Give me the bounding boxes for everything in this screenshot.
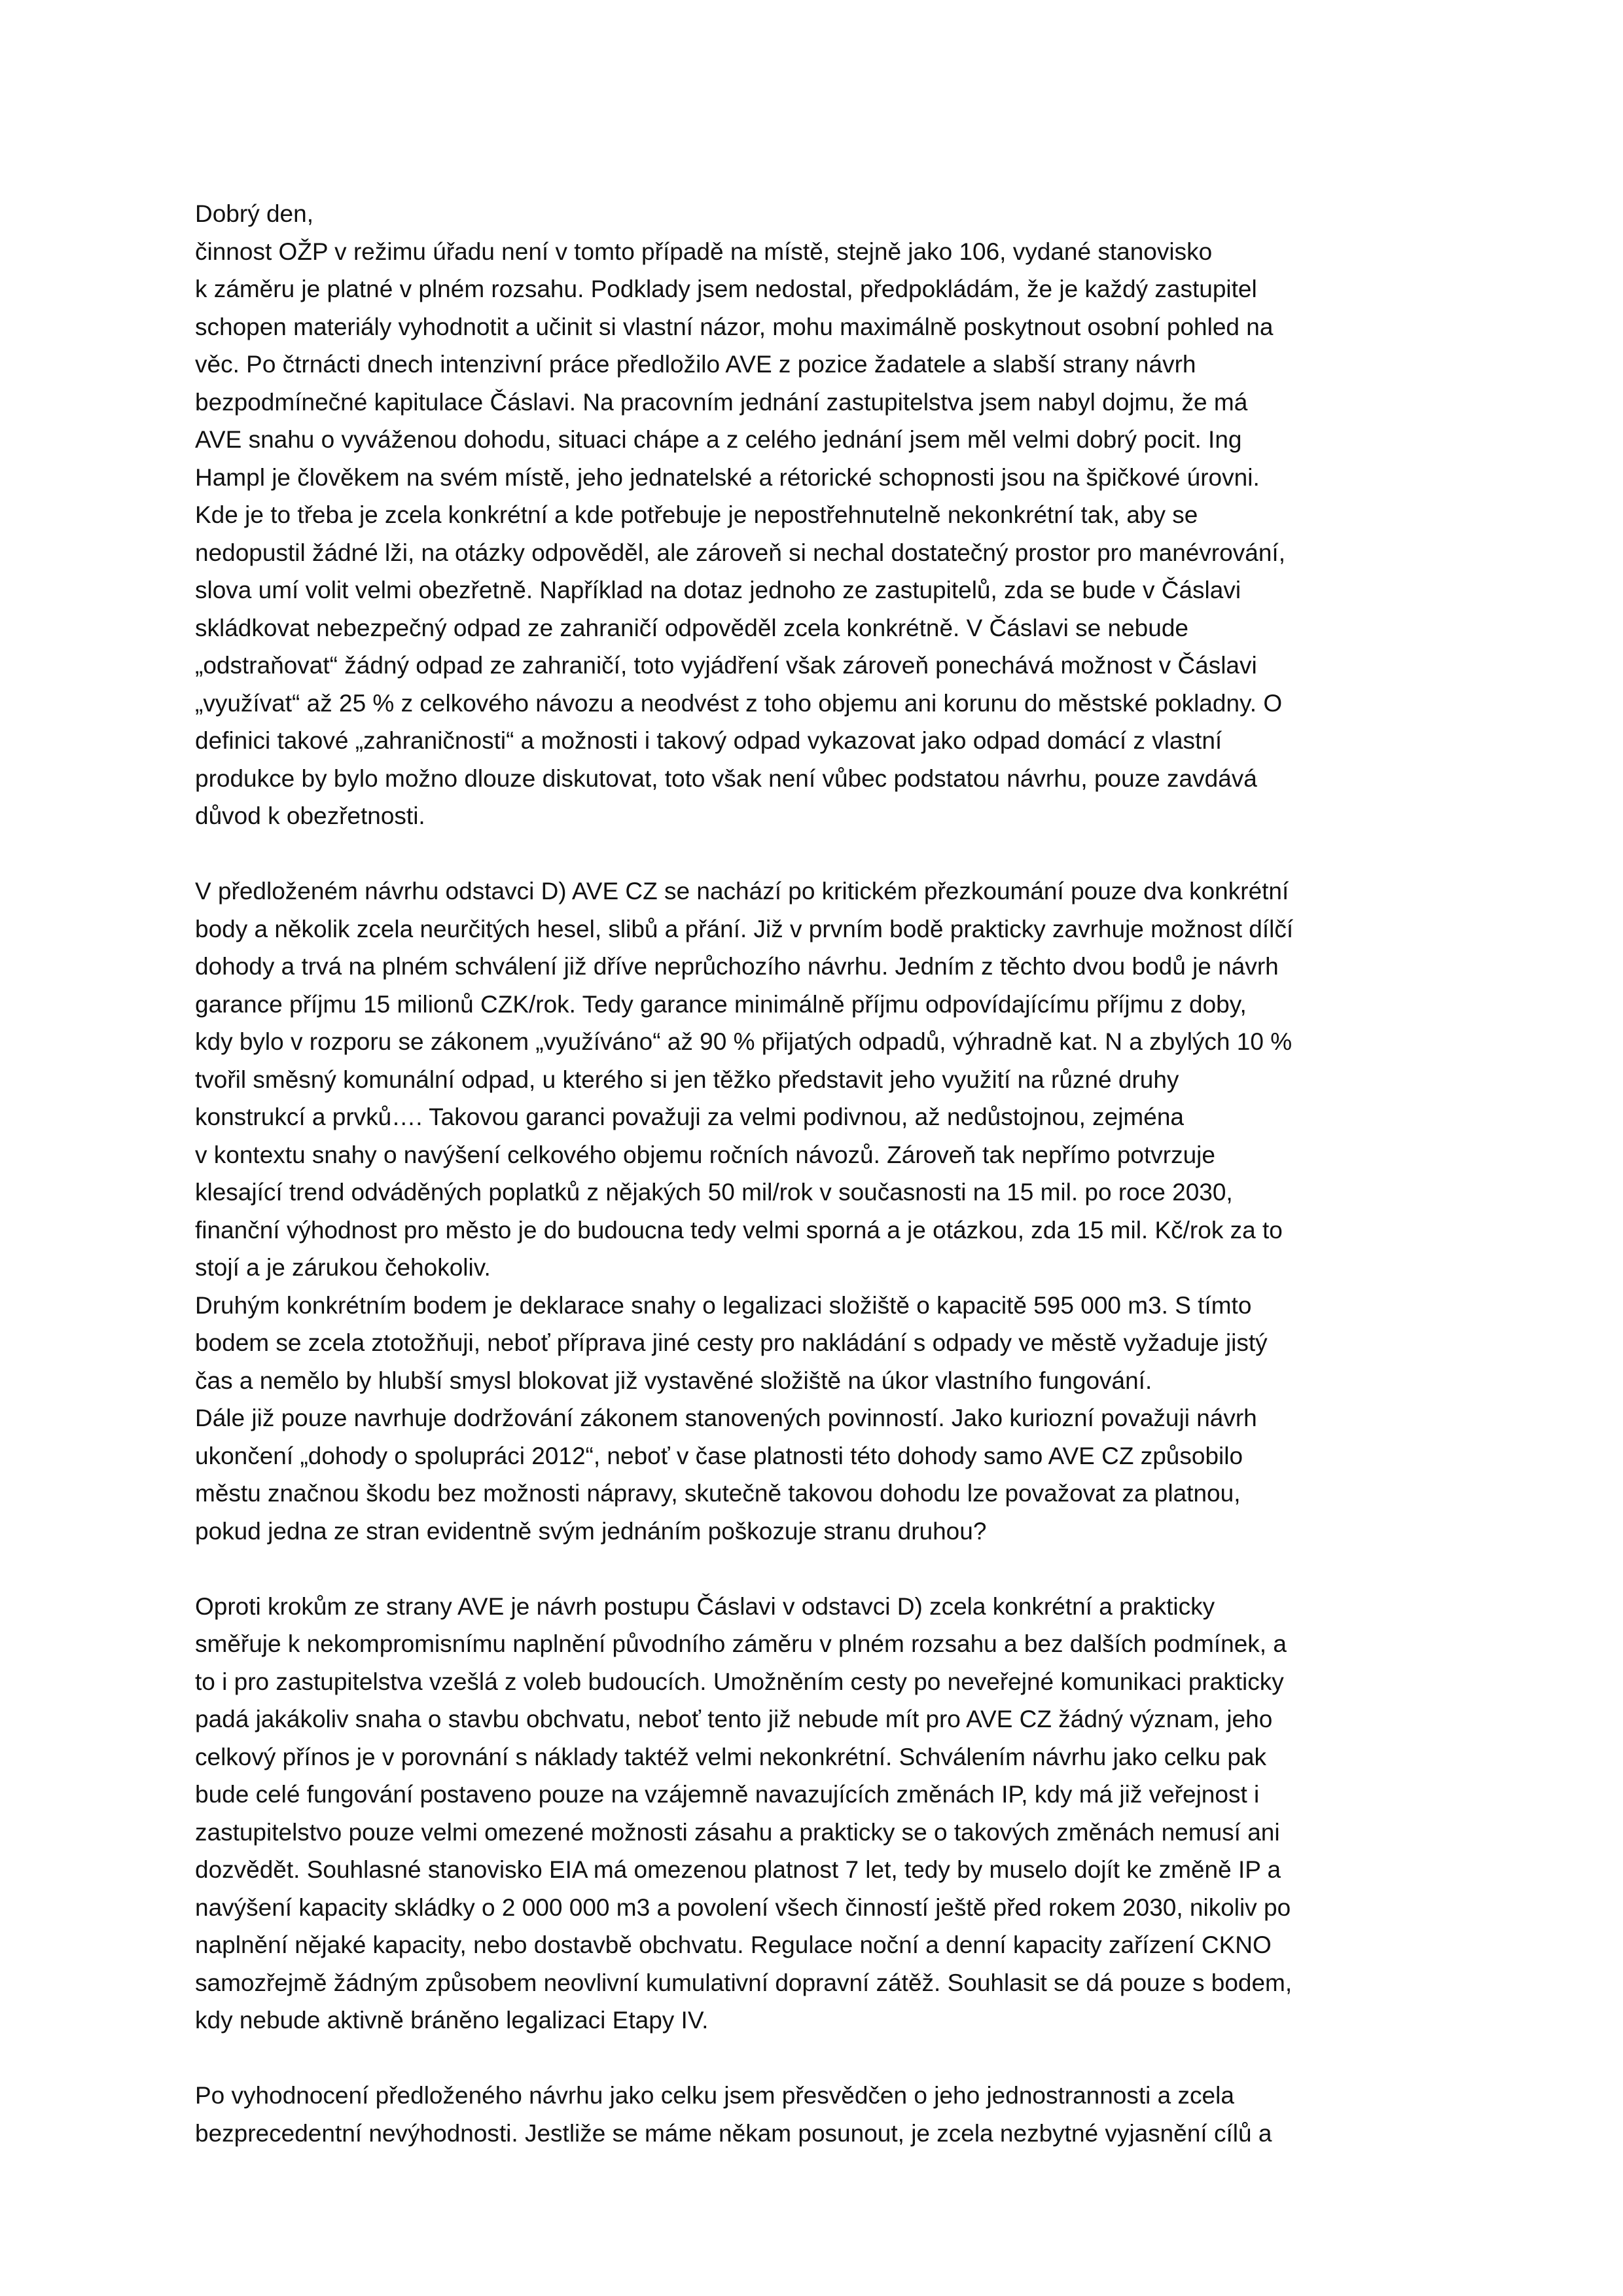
paragraph-conclusion: Po vyhodnocení předloženého návrhu jako celku jsem přesvědčen o jeho jednostrannosti a zcela bezprecedentní nevýhodnosti. Jestliže se máme někam posunout, je zcela nezbytné vyjasnění cílů a (195, 2082, 1272, 2147)
paragraph-greeting-intro: Dobrý den, činnost OŽP v režimu úřadu není v tomto případě na místě, stejně jako 106, vydané stanovisko k záměru je platné v plném rozsahu. Podklady jsem nedostal, předpokládám, že je každý zastupitel schopen materiály vyhodnotit a učinit si vlastní názor, mohu maximálně poskytnout osobní pohled na věc. Po čtrnácti dnech intenzivní práce předložilo AVE z pozice žadatele a slabší strany návrh bezpodmínečné kapitulace Čáslavi. Na pracovním jednání zastupitelstva jsem nabyl dojmu, že má AVE snahu o vyváženou dohodu, situaci chápe a z celého jednání jsem měl velmi dobrý pocit. Ing Hampl je člověkem na svém místě, jeho jednatelské a rétorické schopnosti jsou na špičkové úrovni. Kde je to třeba je zcela konkrétní a kde potřebuje je nepostřehnutelně nekonkrétní tak, aby se nedopustil žádné lži, na otázky odpověděl, ale zároveň si nechal dostatečný prostor pro manévrování, slova umí volit velmi obezřetně. Například na dotaz jednoho ze zastupitelů, zda se bude v Čáslavi skládkovat nebezpečný odpad ze zahraničí odpověděl zcela konkrétně. V Čáslavi se nebude „odstraňovat“ žádný odpad ze zahraničí, toto vyjádření však zároveň ponechává možnost v Čáslavi „využívat“ až 25 % z celkového návozu a neodvést z toho objemu ani korunu do městské pokladny. O definici takové „zahraničnosti“ a možnosti i takový odpad vykazovat jako odpad domácí z vlastní produkce by bylo možno dlouze diskutovat, toto však není vůbec podstatou návrhu, pouze zavdává důvod k obezřetnosti. (195, 200, 1285, 829)
paragraph-proposal-ave: V předloženém návrhu odstavci D) AVE CZ se nachází po kritickém přezkoumání pouze dva konkrétní body a několik zcela neurčitých hesel, slibů a přání. Již v prvním bodě prakticky zavrhuje možnost dílčí dohody a trvá na plném schválení již dříve neprůchozího návrhu. Jedním z těchto dvou bodů je návrh garance příjmu 15 milionů CZK/rok. Tedy garance minimálně příjmu odpovídajícímu příjmu z doby, kdy bylo v rozporu se zákonem „využíváno“ až 90 % přijatých odpadů, výhradně kat. N a zbylých 10 % tvořil směsný komunální odpad, u kterého si jen těžko představit jeho využití na různé druhy konstrukcí a prvků…. Takovou garanci považuji za velmi podivnou, až nedůstojnou, zejména v kontextu snahy o navýšení celkového objemu ročních návozů. Zároveň tak nepřímo potvrzuje klesající trend odváděných poplatků z nějakých 50 mil/rok v současnosti na 15 mil. po roce 2030, finanční výhodnost pro město je do budoucna tedy velmi sporná a je otázkou, zda 15 mil. Kč/rok za to stojí a je zárukou čehokoliv. Druhým konkrétním bodem je deklarace snahy o legalizaci složiště o kapacitě 595 000 m3. S tímto bodem se zcela ztotožňuji, neboť příprava jiné cesty pro nakládání s odpady ve městě vyžaduje jistý čas a nemělo by hlubší smysl blokovat již vystavěné složiště na úkor vlastního fungování. Dále již pouze navrhuje dodržování zákonem stanovených povinností. Jako kuriozní považuji návrh ukončení „dohody o spolupráci 2012“, neboť v čase platnosti této dohody samo AVE CZ způsobilo městu značnou škodu bez možnosti nápravy, skutečně takovou dohodu lze považovat za platnou, pokud jedna ze stran evidentně svým jednáním poškozuje stranu druhou? (195, 878, 1294, 1545)
letter-body (195, 195, 1446, 2190)
paragraph-proposal-caslav: Oproti krokům ze strany AVE je návrh postupu Čáslavi v odstavci D) zcela konkrétní a prakticky směřuje k nekompromisnímu naplnění původního záměru v plném rozsahu a bez dalších podmínek, a to i pro zastupitelstva vzešlá z voleb budoucích. Umožněním cesty po neveřejné komunikaci prakticky padá jakákoliv snaha o stavbu obchvatu, neboť tento již nebude mít pro AVE CZ žádný význam, jeho celkový přínos je v porovnání s náklady taktéž velmi nekonkrétní. Schválením návrhu jako celku pak bude celé fungování postaveno pouze na vzájemně navazujících změnách IP, kdy má již veřejnost i zastupitelstvo pouze velmi omezené možnosti zásahu a prakticky se o takových změnách nemusí ani dozvědět. Souhlasné stanovisko EIA má omezenou platnost 7 let, tedy by muselo dojít ke změně IP a navýšení kapacity skládky o 2 000 000 m3 a povolení všech činností ještě před rokem 2030, nikoliv po naplnění nějaké kapacity, nebo dostavbě obchvatu. Regulace noční a denní kapacity zařízení CKNO samozřejmě žádným způsobem neovlivní kumulativní dopravní zátěž. Souhlasit se dá pouze s bodem, kdy nebude aktivně bráněno legalizaci Etapy IV. (195, 1592, 1293, 2034)
